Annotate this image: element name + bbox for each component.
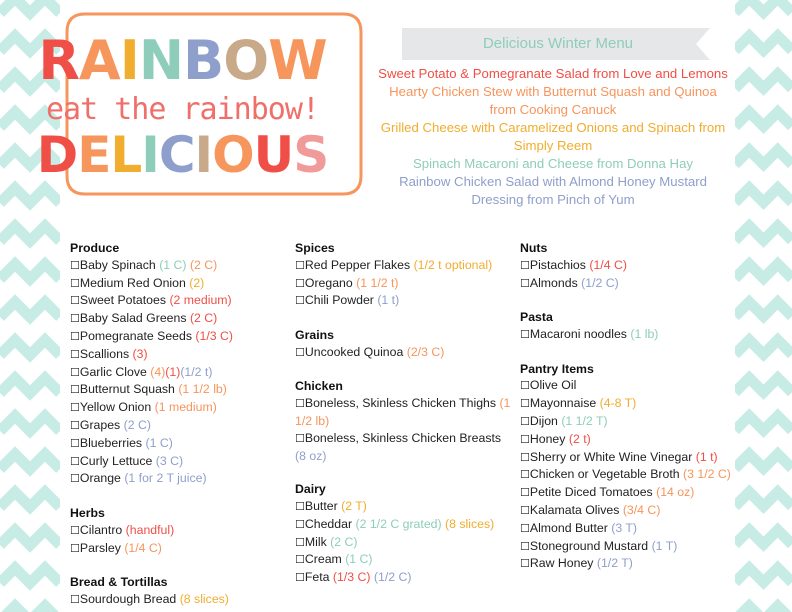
section-heading: Bread & Tortillas bbox=[70, 575, 168, 590]
section-heading: Herbs bbox=[70, 505, 105, 520]
grocery-item[interactable] bbox=[520, 431, 735, 449]
checkbox-icon[interactable]: ☐ bbox=[520, 276, 530, 290]
checkbox-icon[interactable]: ☐ bbox=[70, 436, 80, 450]
grocery-item-quantity: (handful) bbox=[125, 522, 175, 537]
grocery-item-name: Boneless, Skinless Chicken Thighs bbox=[304, 396, 497, 411]
grocery-item[interactable] bbox=[70, 470, 285, 488]
grocery-item-name: Mayonnaise bbox=[529, 396, 597, 411]
grocery-item-quantity: (1/4 C) bbox=[589, 257, 627, 272]
grocery-item[interactable] bbox=[70, 540, 285, 558]
checkbox-icon[interactable]: ☐ bbox=[295, 276, 305, 290]
checkbox-icon[interactable]: ☐ bbox=[70, 523, 80, 537]
grocery-item[interactable] bbox=[70, 275, 285, 293]
grocery-item[interactable] bbox=[520, 257, 735, 275]
grocery-item-name: Sherry or White Wine Vinegar bbox=[529, 449, 693, 464]
grocery-item-name: Raw Honey bbox=[529, 556, 594, 571]
grocery-item-quantity: (2 T) bbox=[341, 498, 367, 513]
grocery-item-quantity: (8 oz) bbox=[295, 448, 327, 463]
checkbox-icon[interactable]: ☐ bbox=[295, 553, 305, 567]
grocery-item-quantity: (3 T) bbox=[611, 520, 637, 535]
grocery-item-name: Scallions bbox=[79, 346, 130, 361]
checkbox-icon[interactable]: ☐ bbox=[520, 521, 530, 535]
grocery-item-name: Petite Diced Tomatoes bbox=[529, 485, 653, 500]
grocery-item[interactable] bbox=[520, 413, 735, 431]
grocery-item-name: Feta bbox=[304, 570, 330, 585]
checkbox-icon[interactable]: ☐ bbox=[70, 312, 80, 326]
checkbox-icon[interactable]: ☐ bbox=[295, 535, 305, 549]
grocery-item-name: Butter bbox=[304, 498, 338, 513]
checkbox-icon[interactable]: ☐ bbox=[70, 592, 80, 606]
grocery-item-name: Uncooked Quinoa bbox=[304, 344, 404, 359]
checkbox-icon[interactable]: ☐ bbox=[70, 383, 80, 397]
checkbox-icon[interactable]: ☐ bbox=[70, 472, 80, 486]
grocery-item[interactable] bbox=[295, 275, 515, 293]
grocery-item[interactable] bbox=[295, 292, 515, 310]
grocery-item-quantity: (1 C) bbox=[345, 552, 373, 567]
grocery-item[interactable] bbox=[295, 395, 515, 430]
grocery-item-quantity: (3 1/2 C) bbox=[683, 467, 731, 482]
grocery-item[interactable] bbox=[70, 346, 285, 364]
grocery-item[interactable] bbox=[295, 257, 515, 275]
checkbox-icon[interactable]: ☐ bbox=[520, 432, 530, 446]
logo-tagline: eat the rainbow! bbox=[46, 92, 319, 127]
grocery-item[interactable] bbox=[520, 502, 735, 520]
grocery-item-name: Pomegranate Seeds bbox=[79, 328, 192, 343]
checkbox-icon[interactable]: ☐ bbox=[520, 414, 530, 428]
checkbox-icon[interactable]: ☐ bbox=[295, 431, 305, 445]
section-heading: Spices bbox=[295, 241, 335, 255]
grocery-item-quantity: (2 C) bbox=[330, 534, 358, 549]
grocery-item-name: Cilantro bbox=[79, 522, 123, 537]
checkbox-icon[interactable]: ☐ bbox=[520, 468, 530, 482]
menu-item-line: Grilled Cheese with Caramelized Onions and Spinach from bbox=[380, 120, 726, 135]
checkbox-icon[interactable]: ☐ bbox=[520, 379, 530, 393]
checkbox-icon[interactable]: ☐ bbox=[295, 397, 305, 411]
grocery-item-name: Sourdough Bread bbox=[79, 591, 177, 606]
grocery-item[interactable] bbox=[70, 435, 285, 453]
checkbox-icon[interactable]: ☐ bbox=[70, 347, 80, 361]
grocery-item-name: Medium Red Onion bbox=[79, 275, 186, 290]
grocery-item-quantity: (8 slices) bbox=[179, 591, 229, 606]
checkbox-icon[interactable]: ☐ bbox=[70, 276, 80, 290]
grocery-item-quantity: (1 T) bbox=[651, 538, 678, 553]
section-heading: Produce bbox=[70, 241, 120, 255]
grocery-item-quantity: (14 oz) bbox=[656, 485, 695, 500]
grocery-item-quantity: (2/3 C) bbox=[406, 344, 445, 359]
grocery-item[interactable] bbox=[520, 377, 735, 395]
logo-word-rainbow: RAINBOW bbox=[38, 29, 327, 92]
grocery-item[interactable] bbox=[70, 453, 285, 471]
checkbox-icon[interactable]: ☐ bbox=[295, 258, 305, 272]
checkbox-icon[interactable]: ☐ bbox=[520, 486, 530, 500]
grocery-item-quantity: (1/4 C) bbox=[124, 540, 162, 555]
grocery-item-name: Yellow Onion bbox=[79, 400, 152, 415]
logo-word-delicious: DELICIOUS bbox=[36, 126, 329, 184]
checkbox-icon[interactable]: ☐ bbox=[520, 258, 530, 272]
grocery-item[interactable] bbox=[295, 498, 515, 516]
grocery-item-quantity: (1) bbox=[165, 364, 181, 379]
grocery-item-quantity: (2 C) bbox=[189, 311, 218, 326]
checkbox-icon[interactable]: ☐ bbox=[520, 503, 530, 517]
grocery-item-name: Chili Powder bbox=[304, 293, 374, 308]
grocery-item-quantity: (2 C) bbox=[123, 417, 151, 432]
grocery-item[interactable] bbox=[520, 484, 735, 502]
grocery-item[interactable] bbox=[520, 395, 735, 413]
grocery-item-name: Almonds bbox=[529, 275, 578, 290]
grocery-item-quantity: (1 C) bbox=[159, 257, 187, 272]
grocery-item-quantity: (1 C) bbox=[145, 435, 173, 450]
menu-item-line: Rainbow Chicken Salad with Almond Honey Mustard bbox=[399, 174, 707, 189]
grocery-item[interactable] bbox=[295, 569, 515, 587]
grocery-item[interactable] bbox=[70, 364, 285, 382]
grocery-item-name: Honey bbox=[529, 431, 566, 446]
grocery-item-name: Dijon bbox=[529, 413, 558, 428]
grocery-item-quantity: (1 1/2 lb) bbox=[178, 382, 227, 397]
grocery-item[interactable] bbox=[295, 551, 515, 569]
grocery-item-name: Orange bbox=[79, 471, 121, 486]
grocery-item-quantity: (1 t) bbox=[695, 449, 718, 464]
section-heading: Chicken bbox=[295, 379, 343, 394]
grocery-column-2 bbox=[295, 240, 515, 587]
section-heading: Pasta bbox=[520, 310, 553, 325]
grocery-item-name: Blueberries bbox=[79, 435, 143, 450]
grocery-item-quantity: (4) bbox=[150, 364, 166, 379]
grocery-item-name: Kalamata Olives bbox=[529, 502, 620, 517]
section-heading: Nuts bbox=[520, 241, 548, 255]
checkbox-icon[interactable]: ☐ bbox=[520, 539, 530, 553]
grocery-item-name: Baby Spinach bbox=[79, 257, 156, 272]
grocery-item[interactable] bbox=[70, 292, 285, 310]
grocery-item[interactable] bbox=[70, 310, 285, 328]
grocery-item-quantity: (1 1/2 lb) bbox=[295, 396, 511, 428]
grocery-item-quantity: (1/2 t) bbox=[180, 364, 213, 379]
grocery-item-quantity: (1 t) bbox=[377, 293, 400, 308]
checkbox-icon[interactable]: ☐ bbox=[70, 418, 80, 432]
grocery-column-3 bbox=[520, 240, 735, 573]
menu-item-line: Spinach Macaroni and Cheese from Donna Hay bbox=[412, 156, 694, 171]
checkbox-icon[interactable]: ☐ bbox=[70, 401, 80, 415]
grocery-item-name: Baby Salad Greens bbox=[79, 311, 187, 326]
grocery-item[interactable] bbox=[70, 328, 285, 346]
grocery-item-name: Curly Lettuce bbox=[79, 453, 153, 468]
grocery-item-quantity: (4-8 T) bbox=[599, 396, 637, 411]
checkbox-icon[interactable]: ☐ bbox=[70, 329, 80, 343]
grocery-item[interactable] bbox=[295, 534, 515, 552]
menu-item-line: Dressing from Pinch of Yum bbox=[471, 192, 635, 207]
grocery-item-name: Almond Butter bbox=[529, 520, 608, 535]
grocery-item-quantity: (3) bbox=[132, 346, 148, 361]
grocery-item-quantity: (1/3 C) bbox=[195, 328, 234, 343]
grocery-item-quantity: (1/2 T) bbox=[596, 556, 633, 571]
grocery-item[interactable] bbox=[520, 449, 735, 467]
checkbox-icon[interactable]: ☐ bbox=[520, 397, 530, 411]
checkbox-icon[interactable]: ☐ bbox=[295, 294, 305, 308]
grocery-item-quantity: (1 1/2 T) bbox=[561, 413, 608, 428]
grocery-item-quantity: (2 medium) bbox=[169, 293, 232, 308]
chevron-pattern-right bbox=[735, 0, 792, 612]
grocery-item[interactable] bbox=[70, 381, 285, 399]
grocery-item[interactable] bbox=[520, 326, 735, 344]
grocery-item-quantity: (3 C) bbox=[155, 453, 184, 468]
grocery-item-name: Grapes bbox=[79, 417, 121, 432]
checkbox-icon[interactable]: ☐ bbox=[70, 541, 80, 555]
checkbox-icon[interactable]: ☐ bbox=[295, 499, 305, 513]
grocery-item-name: Chicken or Vegetable Broth bbox=[529, 467, 680, 482]
checkbox-icon[interactable]: ☐ bbox=[295, 345, 305, 359]
grocery-item[interactable] bbox=[520, 466, 735, 484]
grocery-item[interactable] bbox=[520, 520, 735, 538]
grocery-item-name: Red Pepper Flakes bbox=[304, 257, 411, 272]
grocery-item-name: Cream bbox=[304, 552, 342, 567]
grocery-item-quantity: (3/4 C) bbox=[622, 502, 661, 517]
grocery-item-name: Sweet Potatoes bbox=[79, 293, 167, 308]
grocery-item-quantity: (1 lb) bbox=[630, 326, 659, 341]
grocery-item-name: Butternut Squash bbox=[79, 382, 175, 397]
grocery-item-quantity: (1/2 C) bbox=[581, 275, 619, 290]
menu-item-line: Simply Reem bbox=[513, 138, 593, 153]
grocery-item-name: Boneless, Skinless Chicken Breasts bbox=[304, 430, 502, 445]
grocery-item-name: Olive Oil bbox=[529, 378, 577, 393]
grocery-item-quantity: (1/2 C) bbox=[373, 570, 412, 585]
section-heading: Grains bbox=[295, 327, 334, 342]
grocery-item[interactable] bbox=[70, 399, 285, 417]
grocery-item-name: Oregano bbox=[304, 275, 353, 290]
checkbox-icon[interactable]: ☐ bbox=[70, 365, 80, 379]
checkbox-icon[interactable]: ☐ bbox=[70, 258, 80, 272]
grocery-item-name: Garlic Clove bbox=[79, 364, 147, 379]
checkbox-icon[interactable]: ☐ bbox=[520, 450, 530, 464]
grocery-item-quantity: (2 C) bbox=[189, 257, 218, 272]
section-heading: Pantry Items bbox=[520, 361, 594, 376]
grocery-item[interactable] bbox=[295, 430, 515, 465]
checkbox-icon[interactable]: ☐ bbox=[295, 571, 305, 585]
grocery-column-1 bbox=[70, 240, 285, 609]
checkbox-icon[interactable]: ☐ bbox=[520, 327, 530, 341]
menu-item-line: Hearty Chicken Stew with Butternut Squash and Quinoa bbox=[389, 84, 717, 99]
grocery-item-quantity: (2 t) bbox=[568, 431, 591, 446]
menu-item-line: Sweet Potato & Pomegranate Salad from Love and Lemons bbox=[378, 66, 728, 81]
grocery-item[interactable] bbox=[520, 275, 735, 293]
menu-item-line: from Cooking Canuck bbox=[489, 102, 617, 117]
section-heading: Dairy bbox=[295, 482, 326, 497]
grocery-item[interactable] bbox=[70, 522, 285, 540]
grocery-item[interactable] bbox=[295, 516, 515, 534]
grocery-item-name: Pistachios bbox=[529, 257, 586, 272]
grocery-item[interactable] bbox=[70, 417, 285, 435]
grocery-item-name: Cheddar bbox=[304, 516, 353, 531]
grocery-item-name: Macaroni noodles bbox=[529, 326, 627, 341]
grocery-item[interactable] bbox=[520, 538, 735, 556]
grocery-item-quantity: (1/2 t optional) bbox=[413, 257, 493, 272]
checkbox-icon[interactable]: ☐ bbox=[70, 454, 80, 468]
grocery-item-quantity: (1 1/2 t) bbox=[356, 275, 399, 290]
grocery-item-quantity: (1 for 2 T juice) bbox=[124, 471, 207, 486]
grocery-item[interactable] bbox=[295, 344, 515, 362]
grocery-item-quantity: (2) bbox=[189, 275, 205, 290]
checkbox-icon[interactable]: ☐ bbox=[70, 294, 80, 308]
grocery-item[interactable] bbox=[70, 591, 285, 609]
grocery-item-quantity: (8 slices) bbox=[445, 516, 495, 531]
grocery-item[interactable] bbox=[70, 257, 285, 275]
grocery-item-name: Parsley bbox=[79, 540, 121, 555]
checkbox-icon[interactable]: ☐ bbox=[295, 517, 305, 531]
menu-banner-title: Delicious Winter Menu bbox=[482, 35, 634, 52]
menu-list bbox=[366, 65, 740, 209]
grocery-item[interactable] bbox=[520, 555, 735, 573]
grocery-item-name: Milk bbox=[304, 534, 327, 549]
grocery-item-quantity: (2 1/2 C grated) bbox=[355, 516, 442, 531]
checkbox-icon[interactable]: ☐ bbox=[520, 557, 530, 571]
grocery-item-quantity: (1/3 C) bbox=[332, 570, 371, 585]
grocery-item-quantity: (1 medium) bbox=[154, 400, 217, 415]
grocery-item-name: Stoneground Mustard bbox=[529, 538, 649, 553]
